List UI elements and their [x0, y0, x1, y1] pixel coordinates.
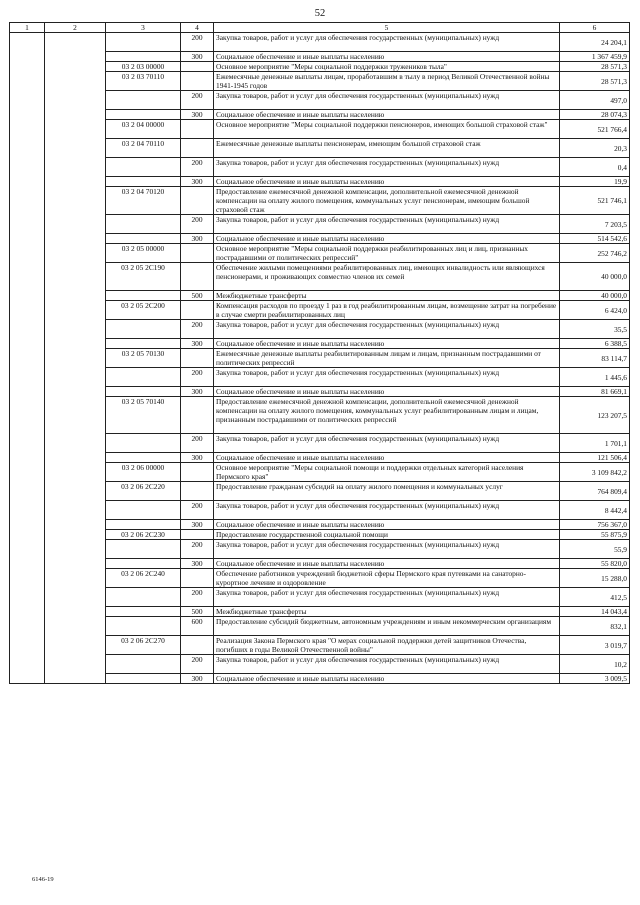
column-header-5: 5 — [214, 23, 560, 33]
table-row — [10, 301, 630, 320]
expense-type-code — [181, 569, 214, 588]
cell-col2 — [45, 387, 106, 397]
cell-col2 — [45, 434, 106, 453]
table-row — [10, 520, 630, 530]
cell-col2 — [45, 368, 106, 387]
amount: 55 875,9 — [560, 530, 630, 540]
table-row — [10, 215, 630, 234]
expense-type-code: 200 — [181, 215, 214, 234]
amount: 28 074,3 — [560, 110, 630, 120]
cell-col1 — [10, 320, 45, 339]
amount: 6 424,0 — [560, 301, 630, 320]
cell-col1 — [10, 530, 45, 540]
item-description: Реализация Закона Пермского края "О мерах социальной поддержки детей защитников Отечества, погибших в годы Великой Отечественной войны" — [214, 636, 560, 655]
cell-col1 — [10, 607, 45, 617]
cell-col2 — [45, 617, 106, 636]
cell-col1 — [10, 215, 45, 234]
amount: 832,1 — [560, 617, 630, 636]
expense-type-code — [181, 482, 214, 501]
cell-col1 — [10, 72, 45, 91]
cell-col2 — [45, 62, 106, 72]
item-description: Закупка товаров, работ и услуг для обеспечения государственных (муниципальных) нужд — [214, 501, 560, 520]
cell-col1 — [10, 177, 45, 187]
item-description: Основное мероприятие "Меры социальной поддержки тружеников тыла" — [214, 62, 560, 72]
target-article-code — [106, 559, 181, 569]
expense-type-code — [181, 263, 214, 291]
amount: 55,9 — [560, 540, 630, 559]
expense-type-code: 300 — [181, 110, 214, 120]
amount: 121 506,4 — [560, 453, 630, 463]
amount: 55 820,0 — [560, 559, 630, 569]
cell-col1 — [10, 674, 45, 684]
amount: 20,3 — [560, 139, 630, 158]
target-article-code: 03 2 05 70130 — [106, 349, 181, 368]
cell-col2 — [45, 530, 106, 540]
amount: 514 542,6 — [560, 234, 630, 244]
cell-col1 — [10, 158, 45, 177]
table-row — [10, 674, 630, 684]
table-row — [10, 655, 630, 674]
target-article-code — [106, 453, 181, 463]
expense-type-code — [181, 349, 214, 368]
cell-col2 — [45, 588, 106, 607]
amount: 40 000,0 — [560, 291, 630, 301]
cell-col1 — [10, 291, 45, 301]
item-description: Компенсация расходов по проезду 1 раз в год реабилитированным лицам, возмещение затрат на погребение в случае смерти реабилитированных лиц — [214, 301, 560, 320]
amount: 28 571,3 — [560, 72, 630, 91]
table-row — [10, 387, 630, 397]
item-description: Ежемесячные денежные выплаты пенсионерам, имеющим большой страховой стаж — [214, 139, 560, 158]
cell-col2 — [45, 177, 106, 187]
item-description: Социальное обеспечение и иные выплаты населению — [214, 52, 560, 62]
expense-type-code: 200 — [181, 320, 214, 339]
item-description: Закупка товаров, работ и услуг для обеспечения государственных (муниципальных) нужд — [214, 33, 560, 52]
item-description: Ежемесячные денежные выплаты реабилитированным лицам и лицам, признанным пострадавшими от политических репрессий — [214, 349, 560, 368]
cell-col2 — [45, 569, 106, 588]
cell-col1 — [10, 52, 45, 62]
expense-type-code — [181, 397, 214, 434]
table-row — [10, 62, 630, 72]
cell-col2 — [45, 397, 106, 434]
expense-type-code: 500 — [181, 291, 214, 301]
target-article-code — [106, 655, 181, 674]
amount: 412,5 — [560, 588, 630, 607]
item-description: Межбюджетные трансферты — [214, 291, 560, 301]
cell-col2 — [45, 349, 106, 368]
table-row — [10, 187, 630, 215]
table-row — [10, 501, 630, 520]
cell-col2 — [45, 320, 106, 339]
expense-type-code: 200 — [181, 540, 214, 559]
target-article-code — [106, 501, 181, 520]
cell-col1 — [10, 559, 45, 569]
target-article-code: 03 2 06 2С230 — [106, 530, 181, 540]
expense-type-code — [181, 301, 214, 320]
table-row — [10, 397, 630, 434]
cell-col2 — [45, 120, 106, 139]
item-description: Закупка товаров, работ и услуг для обеспечения государственных (муниципальных) нужд — [214, 434, 560, 453]
target-article-code — [106, 368, 181, 387]
table-row — [10, 110, 630, 120]
cell-col2 — [45, 139, 106, 158]
cell-col1 — [10, 453, 45, 463]
target-article-code — [106, 339, 181, 349]
amount: 1 701,1 — [560, 434, 630, 453]
item-description: Закупка товаров, работ и услуг для обеспечения государственных (муниципальных) нужд — [214, 320, 560, 339]
table-row — [10, 120, 630, 139]
cell-col2 — [45, 263, 106, 291]
footer-code: 6146-19 — [32, 876, 54, 883]
amount: 252 746,2 — [560, 244, 630, 263]
cell-col1 — [10, 655, 45, 674]
amount: 1 445,6 — [560, 368, 630, 387]
item-description: Социальное обеспечение и иные выплаты населению — [214, 234, 560, 244]
target-article-code — [106, 158, 181, 177]
amount: 8 442,4 — [560, 501, 630, 520]
item-description: Социальное обеспечение и иные выплаты населению — [214, 674, 560, 684]
amount: 83 114,7 — [560, 349, 630, 368]
page-number: 52 — [314, 8, 326, 19]
cell-col2 — [45, 482, 106, 501]
expense-type-code — [181, 463, 214, 482]
expense-type-code — [181, 120, 214, 139]
cell-col1 — [10, 62, 45, 72]
target-article-code — [106, 215, 181, 234]
target-article-code: 03 2 03 70110 — [106, 72, 181, 91]
cell-col1 — [10, 617, 45, 636]
target-article-code: 03 2 04 70120 — [106, 187, 181, 215]
expense-type-code: 200 — [181, 501, 214, 520]
table-row — [10, 617, 630, 636]
column-header-3: 3 — [106, 23, 181, 33]
expense-type-code: 300 — [181, 339, 214, 349]
amount: 3 009,5 — [560, 674, 630, 684]
cell-col1 — [10, 339, 45, 349]
table-row — [10, 349, 630, 368]
table-row — [10, 139, 630, 158]
amount: 3 109 842,2 — [560, 463, 630, 482]
target-article-code — [106, 607, 181, 617]
item-description: Закупка товаров, работ и услуг для обеспечения государственных (муниципальных) нужд — [214, 540, 560, 559]
amount: 15 288,0 — [560, 569, 630, 588]
target-article-code — [106, 52, 181, 62]
cell-col1 — [10, 463, 45, 482]
cell-col2 — [45, 72, 106, 91]
target-article-code — [106, 387, 181, 397]
amount: 3 019,7 — [560, 636, 630, 655]
target-article-code: 03 2 05 2С200 — [106, 301, 181, 320]
cell-col1 — [10, 501, 45, 520]
target-article-code — [106, 91, 181, 110]
table-row — [10, 482, 630, 501]
target-article-code — [106, 674, 181, 684]
table-row — [10, 636, 630, 655]
cell-col1 — [10, 434, 45, 453]
table-row — [10, 177, 630, 187]
cell-col2 — [45, 110, 106, 120]
expense-type-code: 300 — [181, 674, 214, 684]
target-article-code: 03 2 03 00000 — [106, 62, 181, 72]
table-row — [10, 320, 630, 339]
amount: 40 000,0 — [560, 263, 630, 291]
table-row — [10, 33, 630, 52]
amount: 10,2 — [560, 655, 630, 674]
table-row — [10, 559, 630, 569]
cell-col1 — [10, 540, 45, 559]
cell-col2 — [45, 501, 106, 520]
cell-col2 — [45, 559, 106, 569]
expense-type-code: 300 — [181, 387, 214, 397]
table-row — [10, 434, 630, 453]
expense-type-code: 200 — [181, 368, 214, 387]
amount: 123 207,5 — [560, 397, 630, 434]
target-article-code — [106, 588, 181, 607]
expense-type-code: 500 — [181, 607, 214, 617]
expense-type-code — [181, 244, 214, 263]
cell-col1 — [10, 187, 45, 215]
amount: 764 809,4 — [560, 482, 630, 501]
expense-type-code: 300 — [181, 559, 214, 569]
amount: 19,9 — [560, 177, 630, 187]
table-row — [10, 244, 630, 263]
table-row — [10, 52, 630, 62]
budget-table — [9, 22, 630, 684]
cell-col1 — [10, 349, 45, 368]
target-article-code — [106, 110, 181, 120]
table-row — [10, 291, 630, 301]
cell-col1 — [10, 588, 45, 607]
target-article-code: 03 2 04 00000 — [106, 120, 181, 139]
amount: 497,0 — [560, 91, 630, 110]
column-header-2: 2 — [45, 23, 106, 33]
table-row — [10, 234, 630, 244]
item-description: Предоставление гражданам субсидий на оплату жилого помещения и коммунальных услуг — [214, 482, 560, 501]
target-article-code: 03 2 06 2С240 — [106, 569, 181, 588]
cell-col1 — [10, 569, 45, 588]
expense-type-code: 200 — [181, 434, 214, 453]
table-row — [10, 530, 630, 540]
cell-col1 — [10, 387, 45, 397]
cell-col2 — [45, 187, 106, 215]
amount: 521 766,4 — [560, 120, 630, 139]
amount: 14 043,4 — [560, 607, 630, 617]
cell-col2 — [45, 463, 106, 482]
item-description: Социальное обеспечение и иные выплаты населению — [214, 453, 560, 463]
item-description: Предоставление ежемесячной денежной компенсации, дополнительной ежемесячной денежной компенсации на оплату жилого помещения, коммунальных услуг реабилитированным лицам и лицам, признанным пострадавшими от политических репрессий — [214, 397, 560, 434]
table-row — [10, 588, 630, 607]
cell-col1 — [10, 110, 45, 120]
target-article-code — [106, 320, 181, 339]
expense-type-code: 300 — [181, 453, 214, 463]
cell-col2 — [45, 301, 106, 320]
table-row — [10, 263, 630, 291]
cell-col2 — [45, 291, 106, 301]
expense-type-code: 300 — [181, 177, 214, 187]
cell-col1 — [10, 520, 45, 530]
table-row — [10, 91, 630, 110]
table-row — [10, 72, 630, 91]
cell-col1 — [10, 301, 45, 320]
cell-col2 — [45, 636, 106, 655]
cell-col1 — [10, 397, 45, 434]
item-description: Обеспечение работников учреждений бюджетной сферы Пермского края путевками на санаторно-курортное лечение и оздоровление — [214, 569, 560, 588]
item-description: Социальное обеспечение и иные выплаты населению — [214, 177, 560, 187]
expense-type-code — [181, 139, 214, 158]
amount: 756 367,0 — [560, 520, 630, 530]
expense-type-code — [181, 187, 214, 215]
table-row — [10, 607, 630, 617]
cell-col1 — [10, 91, 45, 110]
expense-type-code: 300 — [181, 520, 214, 530]
target-article-code: 03 2 06 2С220 — [106, 482, 181, 501]
cell-col2 — [45, 540, 106, 559]
item-description: Социальное обеспечение и иные выплаты населению — [214, 387, 560, 397]
item-description: Предоставление государственной социальной помощи — [214, 530, 560, 540]
cell-col2 — [45, 234, 106, 244]
expense-type-code — [181, 72, 214, 91]
column-header-1: 1 — [10, 23, 45, 33]
cell-col2 — [45, 33, 106, 52]
expense-type-code — [181, 62, 214, 72]
amount: 521 746,1 — [560, 187, 630, 215]
amount: 7 203,5 — [560, 215, 630, 234]
item-description: Социальное обеспечение и иные выплаты населению — [214, 110, 560, 120]
item-description: Закупка товаров, работ и услуг для обеспечения государственных (муниципальных) нужд — [214, 655, 560, 674]
target-article-code — [106, 540, 181, 559]
expense-type-code — [181, 636, 214, 655]
item-description: Предоставление субсидий бюджетным, автономным учреждениям и иным некоммерческим организациям — [214, 617, 560, 636]
cell-col2 — [45, 674, 106, 684]
column-header-4: 4 — [181, 23, 214, 33]
expense-type-code: 200 — [181, 91, 214, 110]
cell-col1 — [10, 33, 45, 52]
expense-type-code: 300 — [181, 52, 214, 62]
cell-col2 — [45, 244, 106, 263]
cell-col2 — [45, 607, 106, 617]
item-description: Основное мероприятие "Меры социальной помощи и поддержки отдельных категорий населения Пермского края" — [214, 463, 560, 482]
amount: 0,4 — [560, 158, 630, 177]
target-article-code: 03 2 05 2С190 — [106, 263, 181, 291]
amount: 35,5 — [560, 320, 630, 339]
target-article-code — [106, 617, 181, 636]
cell-col2 — [45, 520, 106, 530]
target-article-code: 03 2 05 70140 — [106, 397, 181, 434]
cell-col2 — [45, 339, 106, 349]
target-article-code — [106, 520, 181, 530]
item-description: Межбюджетные трансферты — [214, 607, 560, 617]
target-article-code: 03 2 05 00000 — [106, 244, 181, 263]
expense-type-code: 200 — [181, 33, 214, 52]
item-description: Предоставление ежемесячной денежной компенсации, дополнительной ежемесячной денежной компенсации на оплату жилого помещения, коммунальных услуг пенсионерам, имеющим большой страховой стаж — [214, 187, 560, 215]
target-article-code — [106, 33, 181, 52]
item-description: Социальное обеспечение и иные выплаты населению — [214, 520, 560, 530]
table-row — [10, 540, 630, 559]
target-article-code: 03 2 06 00000 — [106, 463, 181, 482]
item-description: Социальное обеспечение и иные выплаты населению — [214, 559, 560, 569]
target-article-code — [106, 291, 181, 301]
amount: 1 367 459,9 — [560, 52, 630, 62]
table-row — [10, 453, 630, 463]
item-description: Закупка товаров, работ и услуг для обеспечения государственных (муниципальных) нужд — [214, 215, 560, 234]
column-header-6: 6 — [560, 23, 630, 33]
table-row — [10, 463, 630, 482]
item-description: Закупка товаров, работ и услуг для обеспечения государственных (муниципальных) нужд — [214, 158, 560, 177]
expense-type-code: 200 — [181, 588, 214, 607]
expense-type-code: 300 — [181, 234, 214, 244]
cell-col1 — [10, 234, 45, 244]
cell-col1 — [10, 263, 45, 291]
item-description: Обеспечение жилыми помещениями реабилитированных лиц, имеющих инвалидность или являющихся пенсионерами, и проживающих совместно членов их семей — [214, 263, 560, 291]
amount: 81 669,1 — [560, 387, 630, 397]
table-row — [10, 569, 630, 588]
cell-col2 — [45, 655, 106, 674]
cell-col1 — [10, 482, 45, 501]
target-article-code: 03 2 04 70110 — [106, 139, 181, 158]
table-row — [10, 339, 630, 349]
expense-type-code: 200 — [181, 158, 214, 177]
expense-type-code — [181, 530, 214, 540]
amount: 24 204,1 — [560, 33, 630, 52]
cell-col1 — [10, 636, 45, 655]
expense-type-code: 600 — [181, 617, 214, 636]
item-description: Закупка товаров, работ и услуг для обеспечения государственных (муниципальных) нужд — [214, 588, 560, 607]
cell-col1 — [10, 120, 45, 139]
amount: 28 571,3 — [560, 62, 630, 72]
cell-col2 — [45, 52, 106, 62]
target-article-code: 03 2 06 2С270 — [106, 636, 181, 655]
expense-type-code: 200 — [181, 655, 214, 674]
item-description: Закупка товаров, работ и услуг для обеспечения государственных (муниципальных) нужд — [214, 368, 560, 387]
target-article-code — [106, 434, 181, 453]
target-article-code — [106, 234, 181, 244]
cell-col2 — [45, 158, 106, 177]
item-description: Основное мероприятие "Меры социальной поддержки пенсионеров, имеющих большой страховой стаж" — [214, 120, 560, 139]
cell-col1 — [10, 139, 45, 158]
cell-col1 — [10, 368, 45, 387]
target-article-code — [106, 177, 181, 187]
item-description: Ежемесячные денежные выплаты лицам, проработавшим в тылу в период Великой Отечественной войны 1941-1945 годов — [214, 72, 560, 91]
cell-col2 — [45, 453, 106, 463]
table-row — [10, 368, 630, 387]
item-description: Социальное обеспечение и иные выплаты населению — [214, 339, 560, 349]
cell-col2 — [45, 215, 106, 234]
column-number-header-row — [10, 23, 630, 33]
item-description: Закупка товаров, работ и услуг для обеспечения государственных (муниципальных) нужд — [214, 91, 560, 110]
item-description: Основное мероприятие "Меры социальной поддержки реабилитированных лиц и лиц, признанных пострадавшими от политических репрессий" — [214, 244, 560, 263]
cell-col1 — [10, 244, 45, 263]
amount: 6 388,5 — [560, 339, 630, 349]
cell-col2 — [45, 91, 106, 110]
table-row — [10, 158, 630, 177]
